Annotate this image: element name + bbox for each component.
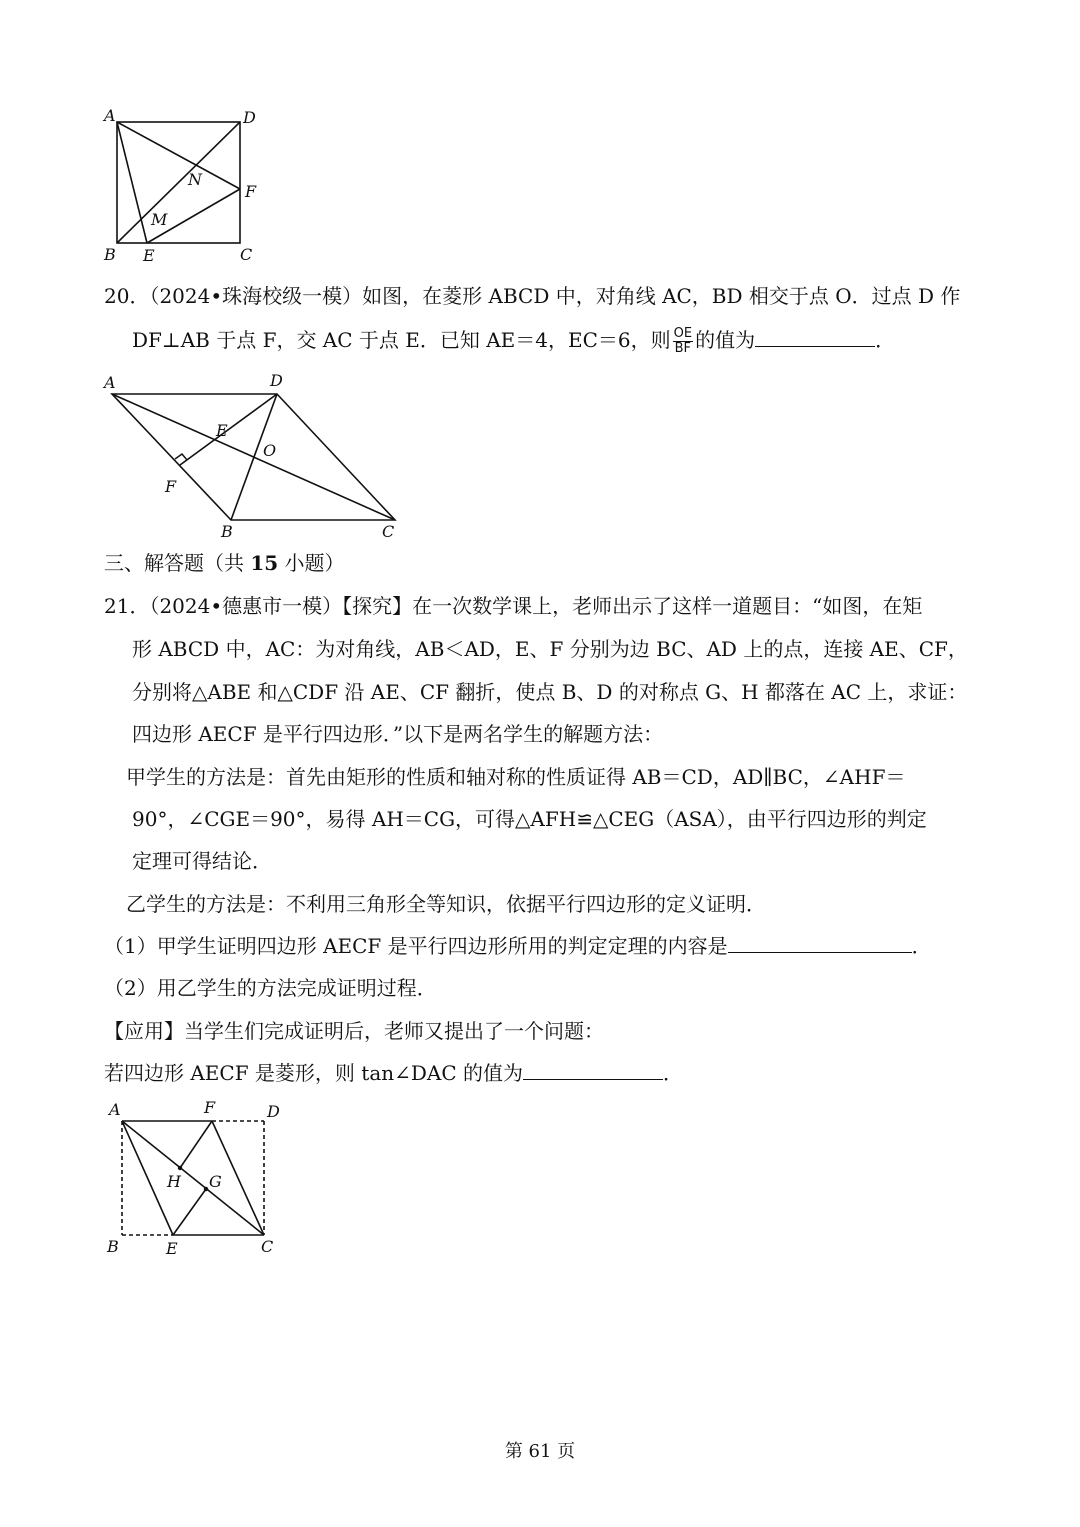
q21-method-a-line-3: 定理可得结论． bbox=[132, 849, 272, 873]
q20-line-2 bbox=[132, 326, 895, 356]
label-f: F bbox=[204, 1098, 216, 1117]
q21-part-1-period: ． bbox=[911, 934, 932, 958]
label-h: H bbox=[167, 1172, 181, 1191]
label-e: E bbox=[143, 246, 155, 265]
label-a: A bbox=[104, 373, 116, 392]
section-heading bbox=[104, 549, 345, 577]
fraction-numerator: OE bbox=[673, 326, 693, 341]
label-e: E bbox=[166, 1239, 178, 1258]
q21-part-1 bbox=[104, 932, 932, 960]
label-m: M bbox=[151, 210, 168, 229]
q21-line-2: 形 ABCD 中，AC：为对角线，AB＜AD，E、F 分别为边 BC、AD 上的点，连接 AE、CF， bbox=[132, 637, 968, 661]
q21-method-b: 乙学生的方法是：不利用三角形全等知识，依据平行四边形的定义证明． bbox=[126, 892, 766, 916]
q21-application-period: ． bbox=[663, 1061, 684, 1085]
q21-application-blank bbox=[523, 1059, 663, 1080]
figure-rhombus-abcd bbox=[100, 368, 405, 543]
label-a: A bbox=[109, 1100, 121, 1119]
q21-part-2: （2）用乙学生的方法完成证明过程． bbox=[104, 976, 437, 1000]
figure-square-abcd bbox=[95, 105, 275, 270]
page-number: 第 61 页 bbox=[504, 1441, 576, 1462]
q20-period: ． bbox=[875, 328, 896, 352]
q21-application-question bbox=[104, 1059, 683, 1087]
label-c: C bbox=[382, 522, 395, 541]
q20-line-2-suffix: 的值为 bbox=[695, 328, 756, 352]
q21-line-1: 21．（2024•德惠市一模）【探究】在一次数学课上，老师出示了这样一道题目：“如图，在矩 bbox=[104, 594, 923, 618]
section-question-count: 15 bbox=[250, 551, 279, 575]
q21-application: 【应用】当学生们完成证明后，老师又提出了一个问题： bbox=[104, 1019, 604, 1043]
figure-rectangle-aecf bbox=[100, 1095, 290, 1265]
label-c: C bbox=[240, 245, 253, 264]
label-b: B bbox=[104, 245, 116, 264]
label-f: F bbox=[165, 477, 177, 496]
section-heading-suffix: 小题） bbox=[278, 551, 345, 575]
fraction-denominator: BF bbox=[674, 341, 692, 356]
q21-part-1-text: （1）甲学生证明四边形 AECF 是平行四边形所用的判定定理的内容是 bbox=[104, 934, 728, 958]
label-c: C bbox=[261, 1237, 274, 1256]
q21-method-a-line-1: 甲学生的方法是：首先由矩形的性质和轴对称的性质证得 AB＝CD，AD∥BC，∠AHF＝ bbox=[126, 765, 906, 789]
q21-line-3: 分别将△ABE 和△CDF 沿 AE、CF 翻折，使点 B、D 的对称点 G、H 都落在 AC 上，求证： bbox=[132, 680, 968, 704]
q21-line-4: 四边形 AECF 是平行四边形．”以下是两名学生的解题方法： bbox=[132, 722, 664, 746]
label-n: N bbox=[188, 170, 202, 189]
q21-application-text: 若四边形 AECF 是菱形，则 tan∠DAC 的值为 bbox=[104, 1061, 524, 1085]
q20-answer-blank bbox=[755, 326, 875, 347]
label-e: E bbox=[216, 421, 228, 440]
label-o: O bbox=[263, 441, 277, 460]
fraction-oe-bf bbox=[673, 327, 693, 356]
q21-part-1-blank bbox=[728, 932, 912, 953]
section-heading-prefix: 三、解答题（共 bbox=[104, 551, 251, 575]
label-b: B bbox=[107, 1237, 119, 1256]
label-d: D bbox=[243, 108, 256, 127]
label-d: D bbox=[270, 371, 283, 390]
label-f: F bbox=[245, 182, 257, 201]
label-b: B bbox=[221, 522, 233, 541]
q20-line-2-text: DF⊥AB 于点 F，交 AC 于点 E．已知 AE＝4，EC＝6，则 bbox=[132, 328, 671, 352]
label-g: G bbox=[209, 1172, 222, 1191]
q20-line-1: 20．（2024•珠海校级一模）如图，在菱形 ABCD 中，对角线 AC，BD 相交于点 O．过点 D 作 bbox=[104, 284, 961, 308]
q21-method-a-line-2: 90°，∠CGE＝90°，易得 AH＝CG，可得△AFH≌△CEG（ASA），由平行四边形的判定 bbox=[132, 807, 927, 831]
label-a: A bbox=[104, 106, 116, 125]
label-d: D bbox=[267, 1102, 280, 1121]
